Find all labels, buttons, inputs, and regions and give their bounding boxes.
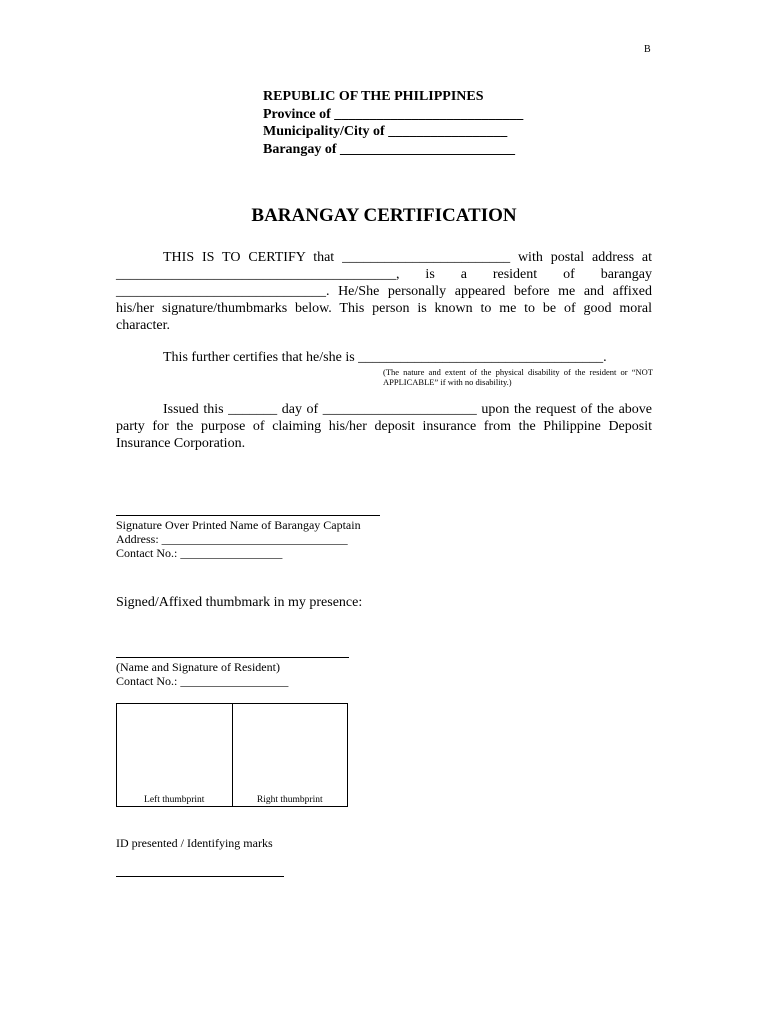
document-header xyxy=(263,88,523,158)
left-thumbprint-cell xyxy=(117,704,232,806)
resident-contact-line: Contact No.: __________________ xyxy=(116,674,289,688)
captain-signature-line xyxy=(116,503,380,516)
province-line: Province of ___________________________ xyxy=(263,106,524,122)
signed-presence-label: Signed/Affixed thumbmark in my presence: xyxy=(116,595,363,610)
further-certifies-line: This further certifies that he/she is ___________________________________. xyxy=(163,350,607,365)
certify-text: THIS IS TO CERTIFY that ________________________ with postal address at ________________________________________, is a resident of barangay ______________________________. He/She personally appeared before me and affixed his/her signature/thumbmarks below. This person is known to me to be of good moral character. xyxy=(116,250,652,333)
republic-heading: REPUBLIC OF THE PHILIPPINES xyxy=(263,89,484,104)
captain-block xyxy=(116,518,361,560)
issued-text: Issued this _______ day of ______________________ upon the request of the above party for the purpose of claiming his/her deposit insurance from the Philippine Deposit Insurance Corporation. xyxy=(116,402,652,451)
resident-name-caption: (Name and Signature of Resident) xyxy=(116,660,280,674)
id-presented-line xyxy=(116,866,284,877)
captain-address-line: Address: _______________________________ xyxy=(116,532,348,546)
issued-paragraph xyxy=(116,401,652,452)
page-letter: B xyxy=(644,44,651,55)
id-presented-label: ID presented / Identifying marks xyxy=(116,836,273,850)
disability-note: (The nature and extent of the physical disability of the resident or “NOT APPLICABLE” if with no disability.) xyxy=(383,367,653,387)
left-thumbprint-label: Left thumbprint xyxy=(144,795,205,805)
document-title: BARANGAY CERTIFICATION xyxy=(251,205,517,226)
right-thumbprint-cell xyxy=(232,704,348,806)
right-thumbprint-label: Right thumbprint xyxy=(256,795,323,805)
certify-paragraph xyxy=(116,249,652,334)
thumbprint-box xyxy=(116,703,348,807)
captain-contact-line: Contact No.: _________________ xyxy=(116,546,283,560)
resident-block xyxy=(116,660,288,688)
resident-signature-line xyxy=(116,645,349,658)
barangay-line: Barangay of _________________________ xyxy=(263,141,515,157)
municipality-line: Municipality/City of _________________ xyxy=(263,124,508,139)
captain-name-caption: Signature Over Printed Name of Barangay Captain xyxy=(116,518,361,532)
